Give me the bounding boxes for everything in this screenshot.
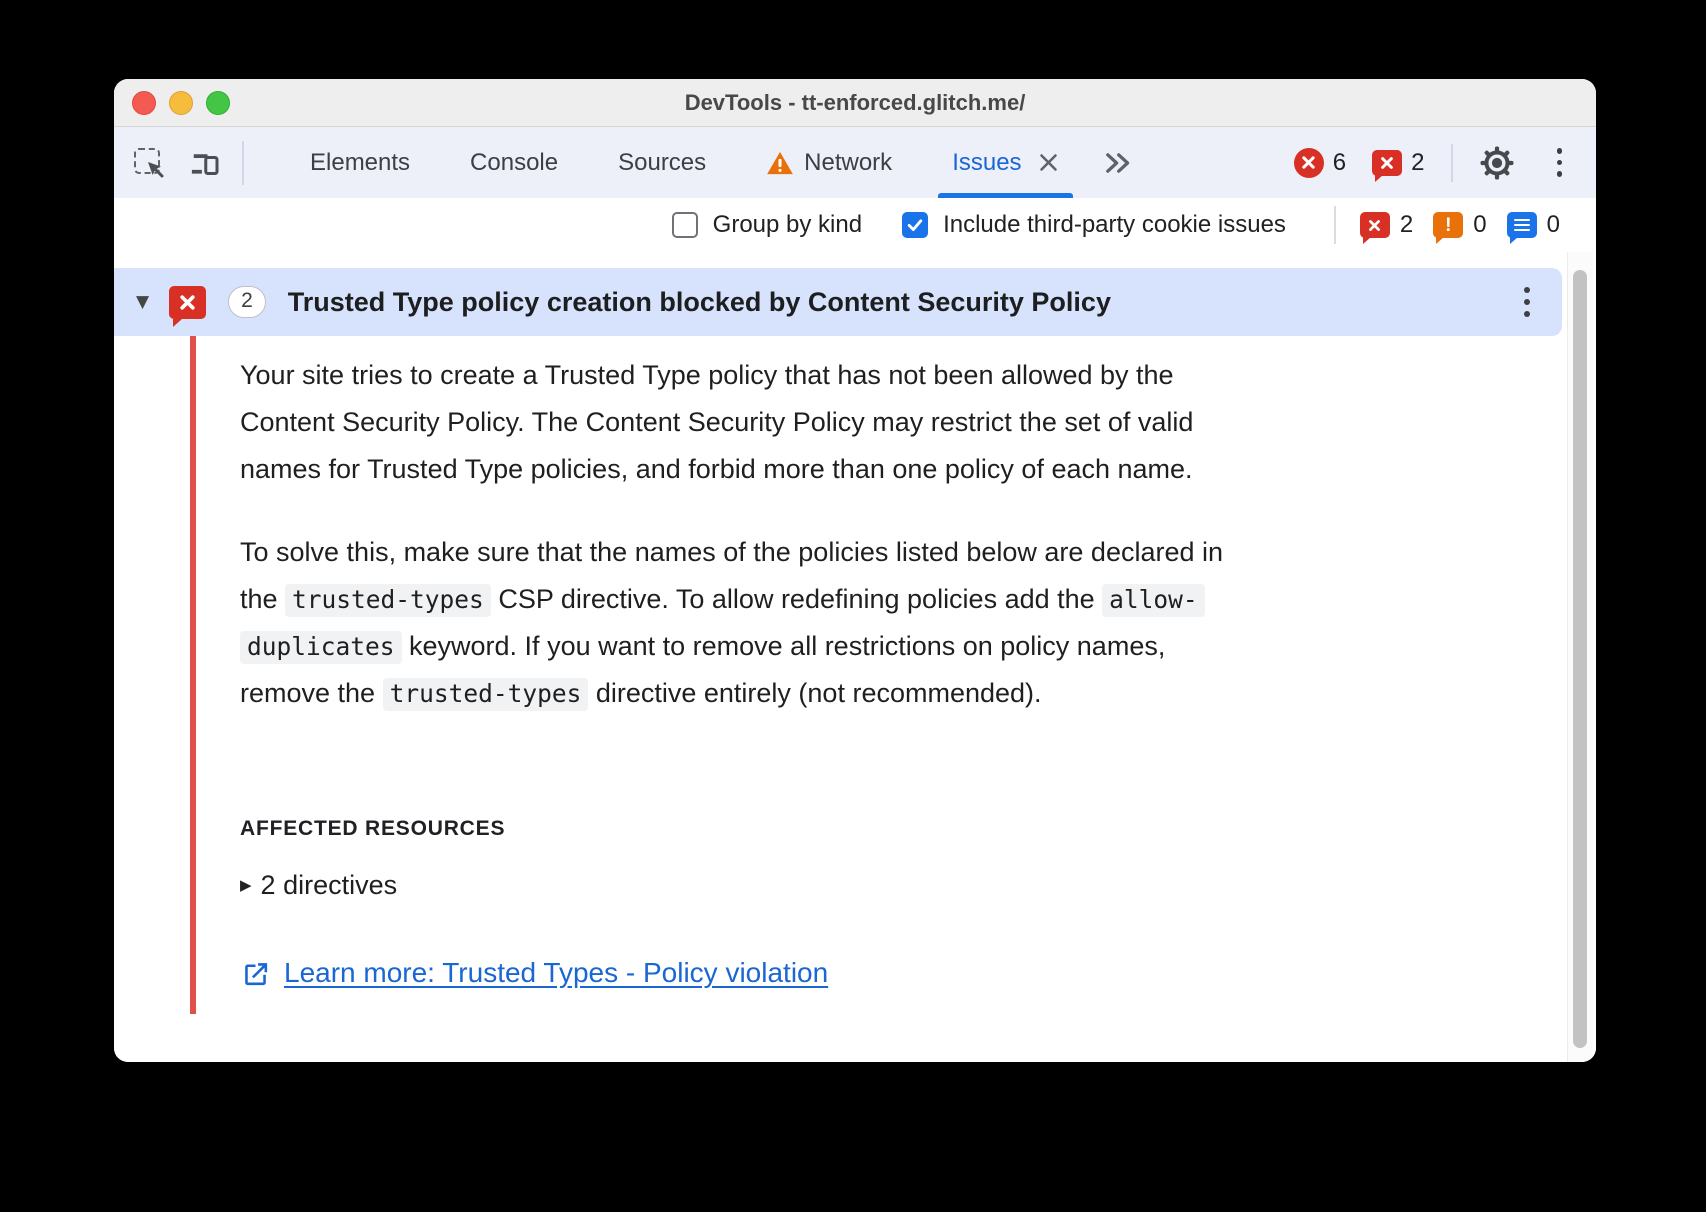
toolbar-issue-count: 2 [1411,148,1425,176]
inspect-element-icon[interactable] [134,148,164,178]
issue-title: Trusted Type policy creation blocked by Content Security Policy [287,286,1111,317]
more-options-icon[interactable] [1557,148,1563,177]
external-link-icon [240,958,271,989]
toolbar-separator [242,141,244,185]
network-warning-icon [766,150,794,176]
tab-issues[interactable]: Issues [938,127,1072,198]
issues-filter-bar [114,198,1596,252]
tab-sources[interactable]: Sources [618,148,707,176]
issue-header-row[interactable] [114,268,1562,336]
learn-more-row [240,953,1596,993]
issues-panel [114,252,1596,1062]
group-by-kind-checkbox[interactable]: Group by kind [672,211,862,239]
panel-tabs [280,127,1089,198]
more-tabs-icon[interactable] [1103,152,1133,174]
toolbar-right [1294,127,1596,198]
issue-paragraph [240,529,1596,717]
toolbar-right-separator [1451,144,1453,182]
paragraph-line: names for Trusted Type policies, and forbid more than one policy of each name. [240,454,1193,484]
toolbar-issue-counter[interactable] [1372,149,1424,177]
issue-bubble-icon [1372,150,1402,176]
window-title: DevTools - tt-enforced.glitch.me/ [684,89,1026,115]
devtools-window [114,79,1596,1062]
tab-console[interactable]: Console [470,148,559,176]
issue-error-bubble-icon [169,286,206,319]
devtools-toolbar [114,127,1596,198]
include-third-party-checkbox[interactable]: Include third-party cookie issues [902,211,1286,239]
filter-bar-separator [1334,206,1336,244]
collapse-triangle-icon[interactable]: ▼ [136,292,150,312]
directives-label: 2 directives [260,869,398,900]
messages-count-icon [1507,212,1537,238]
inspect-cursor-arrow [144,158,165,179]
toolbar-left [114,127,1133,198]
issue-aggregation-count: 2 [228,286,266,318]
error-count: 6 [1332,148,1347,176]
issue-more-options-icon[interactable] [1524,287,1530,317]
issue-paragraph [240,352,1596,493]
warnings-count-icon: ! [1433,212,1463,238]
filter-bar-counters [1360,211,1560,239]
learn-more-link[interactable]: Learn more: Trusted Types - Policy violation [284,957,829,988]
expand-triangle-icon: ▶ [240,876,252,894]
close-issues-tab-icon[interactable] [1038,152,1059,173]
issues-count: 2 [1399,211,1414,238]
settings-gear-icon[interactable] [1479,145,1515,181]
issues-count-icon [1360,212,1390,238]
affected-resources-heading: AFFECTED RESOURCES [240,817,506,840]
scrollbar-thumb[interactable] [1573,270,1587,1048]
paragraph-line: To solve this, make sure that the names of the policies listed below are declared in [240,537,1224,567]
paragraph-line: duplicates keyword. If you want to remove all restrictions on policy names, [240,623,1596,670]
directives-expander[interactable] [240,867,1596,903]
checkbox-checked-icon [902,212,928,238]
console-error-counter[interactable] [1294,148,1346,178]
checkbox-unchecked-icon [672,212,698,238]
messages-count: 0 [1546,211,1560,238]
titlebar [114,79,1596,127]
paragraph-line: Content Security Policy. The Content Security Policy may restrict the set of valid [240,407,1194,437]
warnings-count: 0 [1473,211,1487,238]
tab-elements[interactable]: Elements [310,148,411,176]
paragraph-line: Your site tries to create a Trusted Type policy that has not been allowed by the [240,360,1174,390]
scrollbar-track[interactable] [1567,252,1593,1062]
issue-body [114,352,1596,993]
tab-network[interactable]: Network [752,127,906,198]
paragraph-line: remove the trusted-types directive entirely (not recommended). [240,670,1596,717]
paragraph-line: the trusted-types CSP directive. To allow redefining policies add the allow- [240,576,1596,623]
device-toolbar-icon[interactable] [190,148,220,178]
error-circle-icon [1294,148,1324,178]
